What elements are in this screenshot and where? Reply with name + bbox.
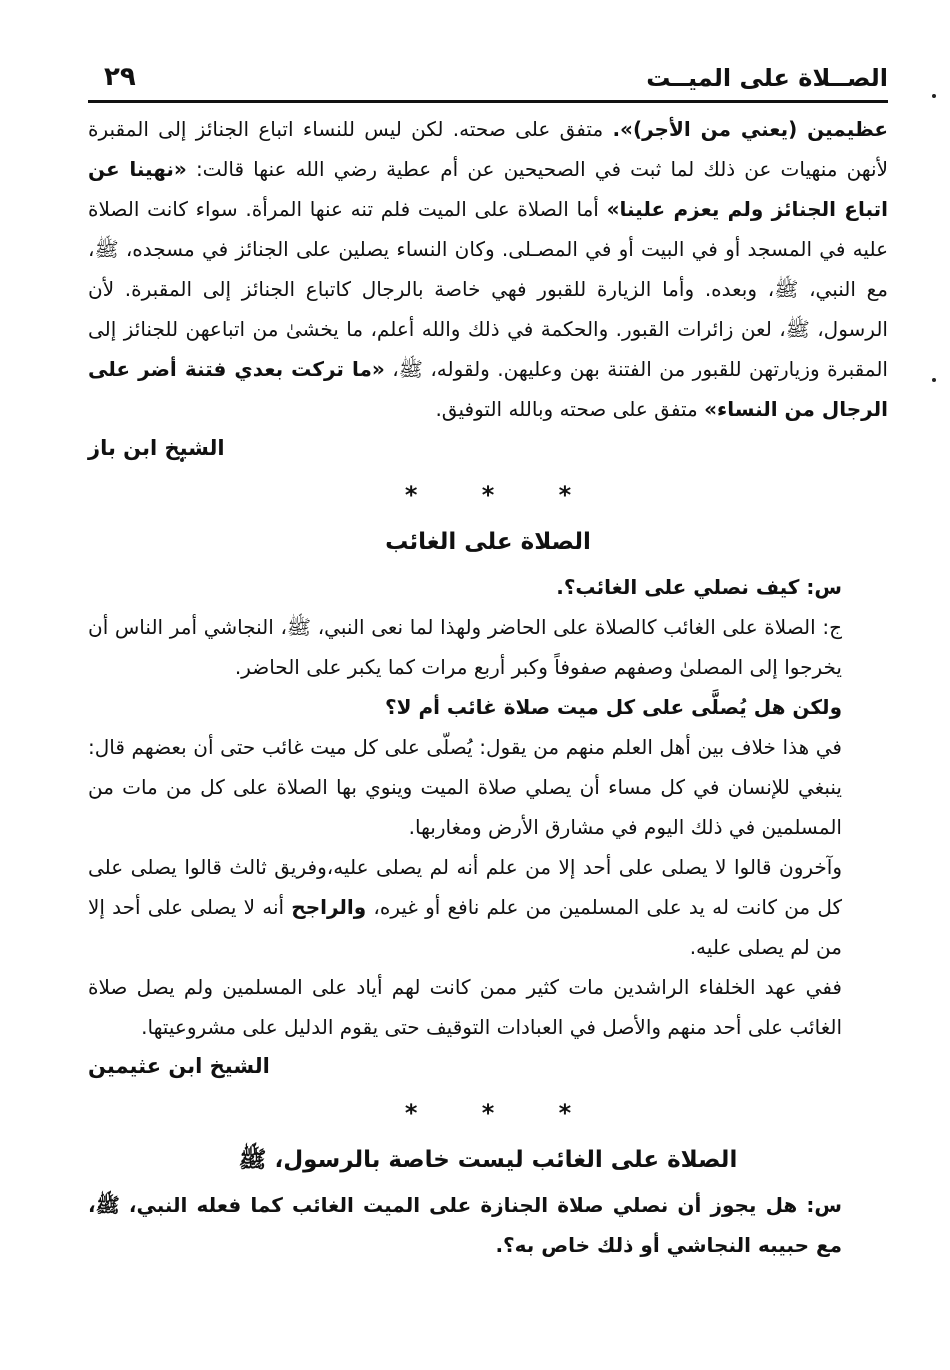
- margin-dot: [932, 378, 936, 382]
- answer: ففي عهد الخلفاء الراشدين مات كثير ممن كانت لهم أياد على المسلمين ولم يصل صلاة الغائب على أحد منهم والأصل في العبادات التوقيف حتى يقوم الدليل على مشروعيتها.: [88, 975, 842, 1039]
- section-title: الصلاة على الغائب: [385, 529, 591, 555]
- paragraph: [88, 109, 888, 429]
- book-page: [88, 60, 888, 1350]
- text-run: أما الصلاة على الميت فلم تنه عنها المرأة. سواء كانت الصلاة عليه في المسجد أو في البيت أو في المصـلى. وكان النساء يصلين على الجنائز في مسجده، ﷺ، مع النبي، ﷺ، وبعده. وأما الزيارة للقبور فهي خاصة بالرجال كاتباع الجنائز إلى المقبرة. لأن الرسول، ﷺ، لعن زائرات القبور. والحكمة في ذلك والله أعلم، ما يخشىٰ من اتباعهن للجنائز إلى المقبرة وزيارتهن للقبور من الفتنة بهن وعليهن. ولقوله، ﷺ،: [88, 197, 888, 381]
- question: س: هل يجوز أن نصلي صلاة الجنازة على الميت الغائب كما فعله النبي، ﷺ، مع حبيبه النجاشي أو ذلك خاص به؟.: [88, 1193, 842, 1257]
- signature-ibn-uthaymin: الشيخ ابن عثيمين: [88, 1054, 270, 1078]
- page-header: [88, 60, 888, 103]
- text-run: متفق على صحته. لكن ليس للنساء اتباع الجنائز إلى المقبرة لأنهن منهيات عن ذلك لما ثبت في الصحيحين عن أم عطية رضي الله عنها قالت:: [88, 117, 889, 181]
- bold-phrase: والراجح: [291, 895, 367, 919]
- answer: [88, 847, 888, 967]
- hadith-quote: «نهينا عن اتباع الجنائز ولم يعزم علينا»: [88, 157, 889, 221]
- answer: في هذا خلاف بين أهل العلم منهم من يقول: يُصلّى على كل ميت غائب حتى أن بعضهم قال: ينبغي للإنسان في كل مساء أن يصلي صلاة الميت وينوي بها الصلاة على كل من مات من المسلمين في ذلك اليوم في مشارق الأرض ومغاربها.: [88, 735, 842, 839]
- bold-phrase: عظيمين (يعني من الأجر)».: [612, 117, 889, 141]
- separator-stars: * * *: [404, 1099, 600, 1127]
- section-title: الصلاة على الغائب ليست خاصة بالرسول، ﷺ: [238, 1147, 738, 1173]
- answer: ج: الصلاة على الغائب كالصلاة على الحاضر ولهذا لما نعى النبي، ﷺ، النجاشي أمر الناس أن يخرجوا إلى المصلىٰ وصفهم صفوفاً وكبر أربع مرات كما يكبر على الحاضر.: [88, 615, 842, 679]
- section-funeral-women: [88, 109, 888, 467]
- text-run: متفق على صحته وبالله التوفيق.: [435, 397, 705, 421]
- signature-ibn-baz: الشيخ ابن باز: [88, 436, 225, 460]
- hadith-quote: «ما تركت بعدي فتنة أضر على الرجال من النساء»: [88, 357, 888, 421]
- separator-stars: * * *: [404, 481, 600, 509]
- text-run: أنه لا يصلى على أحد إلا من لم يصلى عليه.: [88, 895, 842, 959]
- text-run: وآخرون قالوا لا يصلى على أحد إلا من علم أنه لم يصلى عليه،وفريق ثالث قالوا يصلى على كل من كانت له يد على المسلمين من علم نافع أو غيره،: [88, 855, 843, 919]
- question: ولكن هل يُصلَّى على كل ميت صلاة غائب أم لا؟: [384, 695, 842, 719]
- margin-dot: [932, 94, 936, 98]
- page-number: ٢٩: [104, 62, 136, 92]
- question: س: كيف نصلي على الغائب؟.: [556, 575, 842, 599]
- running-title: الصــلاة على الميــت: [646, 64, 888, 92]
- section-absent-prayer: [88, 567, 888, 1085]
- section-not-exclusive: [88, 1185, 888, 1265]
